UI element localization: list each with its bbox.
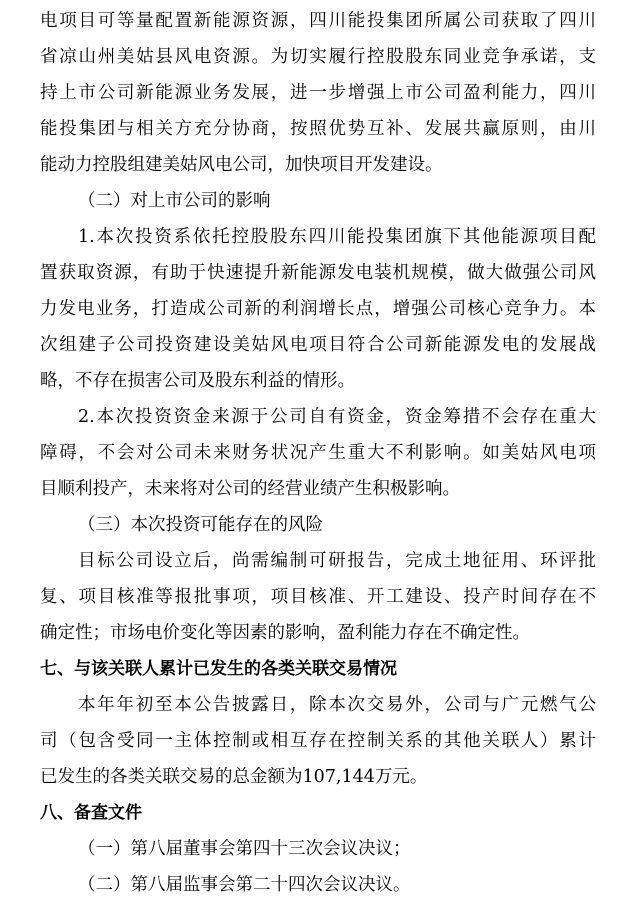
section-subheading: （三）本次投资可能存在的风险 — [78, 515, 323, 535]
paragraph-line: 电项目可等量配置新能源资源，四川能投集团所属公司获取了四川 — [40, 11, 596, 31]
paragraph-line: 1.本次投资系依托控股股东四川能投集团旗下其他能源项目配 — [78, 227, 596, 247]
paragraph-line: 略，不存在损害公司及股东利益的情形。 — [40, 371, 355, 391]
paragraph-line: 障碍，不会对公司未来财务状况产生重大不利影响。如美姑风电项 — [40, 443, 596, 463]
paragraph-line: 本年年初至本公告披露日，除本次交易外，公司与广元燃气公 — [78, 695, 596, 715]
reference-item: （一）第八届董事会第四十三次会议决议； — [78, 839, 411, 859]
paragraph-line: 置获取资源，有助于快速提升新能源发电装机规模，做大做强公司风 — [40, 263, 596, 283]
section-subheading: （二）对上市公司的影响 — [78, 191, 271, 211]
paragraph-line: 能投集团与相关方充分协商，按照优势互补、发展共赢原则，由川 — [40, 119, 596, 139]
paragraph-line: 持上市公司新能源业务发展，进一步增强上市公司盈利能力，四川 — [40, 83, 596, 103]
paragraph-line: 确定性；市场电价变化等因素的影响，盈利能力存在不确定性。 — [40, 623, 530, 643]
paragraph-line: 已发生的各类关联交易的总金额为107,144万元。 — [40, 767, 428, 787]
paragraph-line: 目顺利投产，未来将对公司的经营业绩产生积极影响。 — [40, 479, 460, 499]
paragraph-line: 省凉山州美姑县风电资源。为切实履行控股股东同业竞争承诺，支 — [40, 47, 596, 67]
paragraph-line: 力发电业务，打造成公司新的利润增长点，增强公司核心竞争力。本 — [40, 299, 596, 319]
section-heading: 八、备查文件 — [40, 803, 142, 823]
reference-item: （二）第八届监事会第二十四次会议决议。 — [78, 875, 411, 895]
section-heading: 七、与该关联人累计已发生的各类关联交易情况 — [40, 659, 397, 679]
paragraph-line: 2.本次投资资金来源于公司自有资金，资金筹措不会存在重大 — [78, 407, 596, 427]
paragraph-line: 次组建子公司投资建设美姑风电项目符合公司新能源发电的发展战 — [40, 335, 596, 355]
paragraph-line: 目标公司设立后，尚需编制可研报告，完成土地征用、环评批 — [78, 551, 596, 571]
paragraph-line: 能动力控股组建美姑风电公司，加快项目开发建设。 — [40, 155, 443, 175]
paragraph-line: 司（包含受同一主体控制或相互存在控制关系的其他关联人）累计 — [40, 731, 596, 751]
paragraph-line: 复、项目核准等报批事项，项目核准、开工建设、投产时间存在不 — [40, 587, 596, 607]
